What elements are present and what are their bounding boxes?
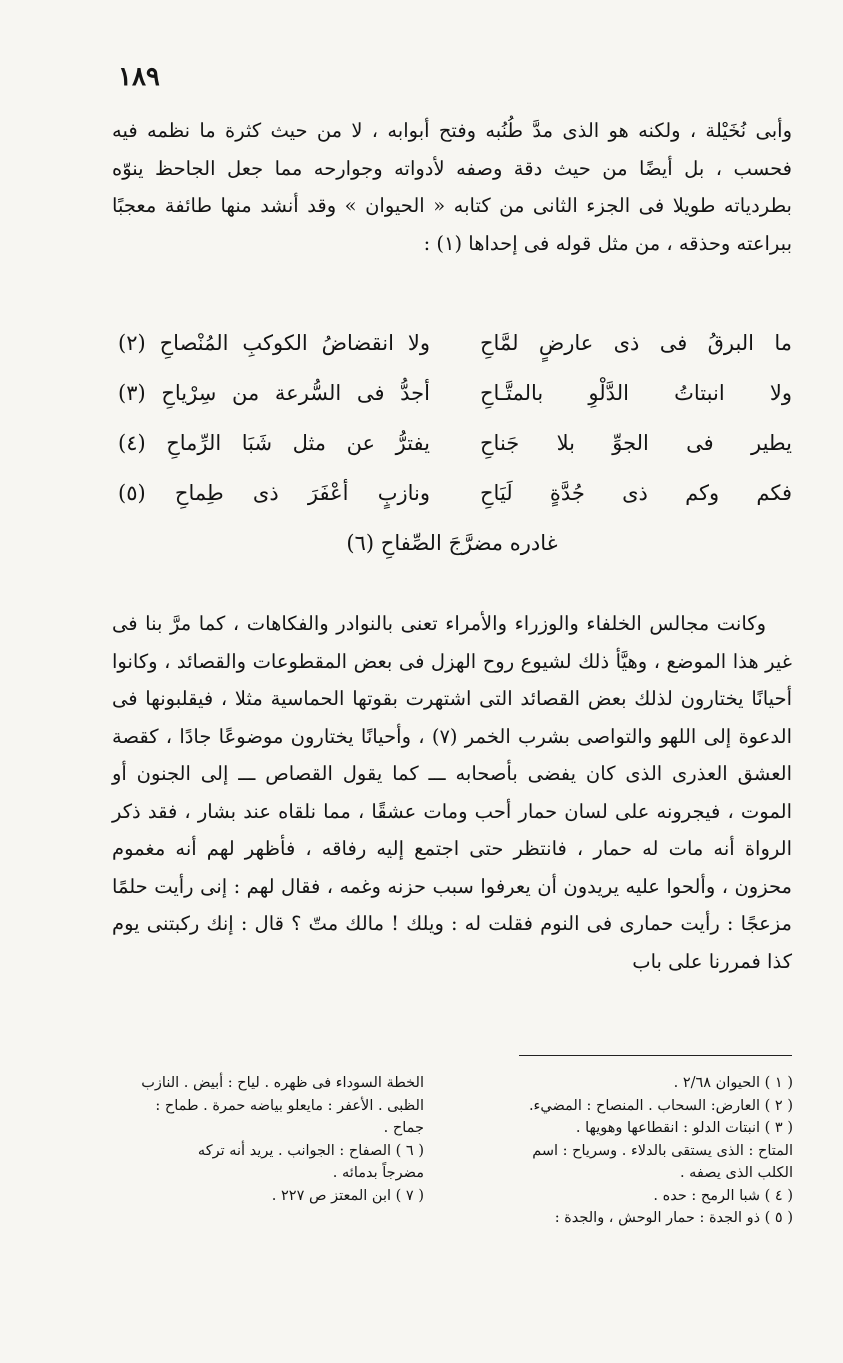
poem: [112, 318, 792, 568]
footnote-line: جماح .: [383, 1120, 424, 1136]
footnote-line: ( ١ ) الحيوان ٢/٦٨ .: [673, 1075, 793, 1091]
verse-3-first-hemistich: يطير فى الجوِّ بلا جَناحِ: [480, 431, 792, 455]
verse-5-hemistich: غادره مضرَّجَ الصِّفاحِ (٦): [346, 531, 558, 555]
footnote-line: ( ٤ ) شبا الرمح : حده .: [653, 1187, 793, 1204]
verse-1-second-hemistich: ولا انقضاضُ الكوكبِ المُنْصاحِ (٢): [118, 331, 430, 355]
footnotes-right-column: [495, 1072, 793, 1230]
verse-2-second-hemistich: أجدُّ فى السُّرعة من سِرْياحِ (٣): [118, 381, 430, 405]
verse-1: [112, 318, 792, 368]
footnote-line: المتاح : الذى يستقى بالدلاء . وسرياح : اسم: [532, 1142, 793, 1159]
verse-2: [112, 368, 792, 418]
verse-3-second-hemistich: يفترُّ عن مثل شَبَا الرِّماحِ (٤): [118, 431, 430, 455]
footnote-line: ( ٢ ) العارض: السحاب . المنصاح : المضيء.: [528, 1097, 793, 1114]
footnotes-left-column: [112, 1072, 424, 1207]
footnote-line: ( ٧ ) ابن المعتز ص ٢٢٧ .: [271, 1187, 424, 1204]
footnote-line: ( ٦ ) الصفاح : الجوانب . يريد أنه تركه: [197, 1142, 424, 1159]
verse-4: [112, 468, 792, 518]
paragraph-2: [112, 605, 792, 980]
footnote-line: الظبى . الأعفر : مايعلو بياضه حمرة . طماح :: [155, 1097, 424, 1114]
footnote-line: مضرجاً بدمائه .: [332, 1165, 424, 1181]
footnote-line: ( ٣ ) انبتات الدلو : انقطاعها وهويها .: [575, 1120, 793, 1136]
footnote-line: الكلب الذى يصفه .: [679, 1165, 793, 1181]
footnote-line: الخطة السوداء فى ظهره . لياح : أبيض . النازب: [141, 1075, 424, 1091]
verse-2-first-hemistich: ولا انبتاتُ الدَّلْوِ بالمتَّـاحِ: [480, 381, 792, 405]
paragraph-2-text: وكانت مجالس الخلفاء والوزراء والأمراء تعنى بالنوادر والفكاهات ، كما مرَّ بنا فى غير هذا الموضع ، وهيَّأ ذلك لشيوع روح الهزل فى بعض المقطوعات والقصائد ، وكانوا أحيانًا يختارون لذلك بعض القصائد التى اشتهرت بقوتها الحماسية مثلا ، فيقلبونها فى الدعوة إلى اللهو والتواصى بشرب الخمر (٧) ، وأحيانًا يختارون موضوعًا جادًا ، كقصة العشق العذرى الذى كان يفضى بأصحابه ـــ كما يقول القصاص ـــ إلى الجنون أو الموت ، فيجرونه على لسان حمار أحب ومات عشقًا ، مما نلقاه عند بشار ، فقد ذكر الرواة أنه مات له حمار ، فانتظر حتى اجتمع إليه رفاقه ، فأظهر لهم أنه مغموم محزون ، وألحوا عليه يريدون أن يعرفوا سبب حزنه وغمه ، فقال لهم : إنى رأيت حلمًا مزعجًا : رأيت حمارى فى النوم فقلت له : ويلك ! مالك متّ ؟ قال : إنك ركبتنى يوم كذا فمررنا على باب: [112, 612, 792, 973]
verse-4-first-hemistich: فكم وكم ذى جُدَّةٍ لَيَاحِ: [480, 481, 792, 505]
page-number: ١٨٩: [118, 62, 160, 92]
verse-5: [112, 518, 792, 568]
footnote-line: ( ٥ ) ذو الجدة : حمار الوحش ، والجدة :: [554, 1210, 793, 1226]
paragraph-1-text: وأبى نُخَيْلة ، ولكنه هو الذى مدَّ طُنُبه وفتح أبوابه ، لا من حيث كثرة ما نظمه فيه فحسب ، بل أيضًا من حيث دقة وصفه لأدواته وجوارحه مما جعل الجاحظ ينوّه بطردياته طويلا فى الجزء الثانى من كتابه « الحيوان » وقد أنشد منها طائفة معجبًا ببراعته وحذقه ، من مثل قوله فى إحداها (١) :: [112, 119, 792, 255]
verse-4-second-hemistich: ونازبٍ أعْفَرَ ذى طِماحِ (٥): [118, 481, 430, 505]
verse-3: [112, 418, 792, 468]
paragraph-1: [112, 112, 792, 262]
verse-1-first-hemistich: ما البرقُ فى ذى عارضٍ لمَّاحِ: [480, 331, 792, 355]
footnote-rule: [519, 1055, 792, 1056]
